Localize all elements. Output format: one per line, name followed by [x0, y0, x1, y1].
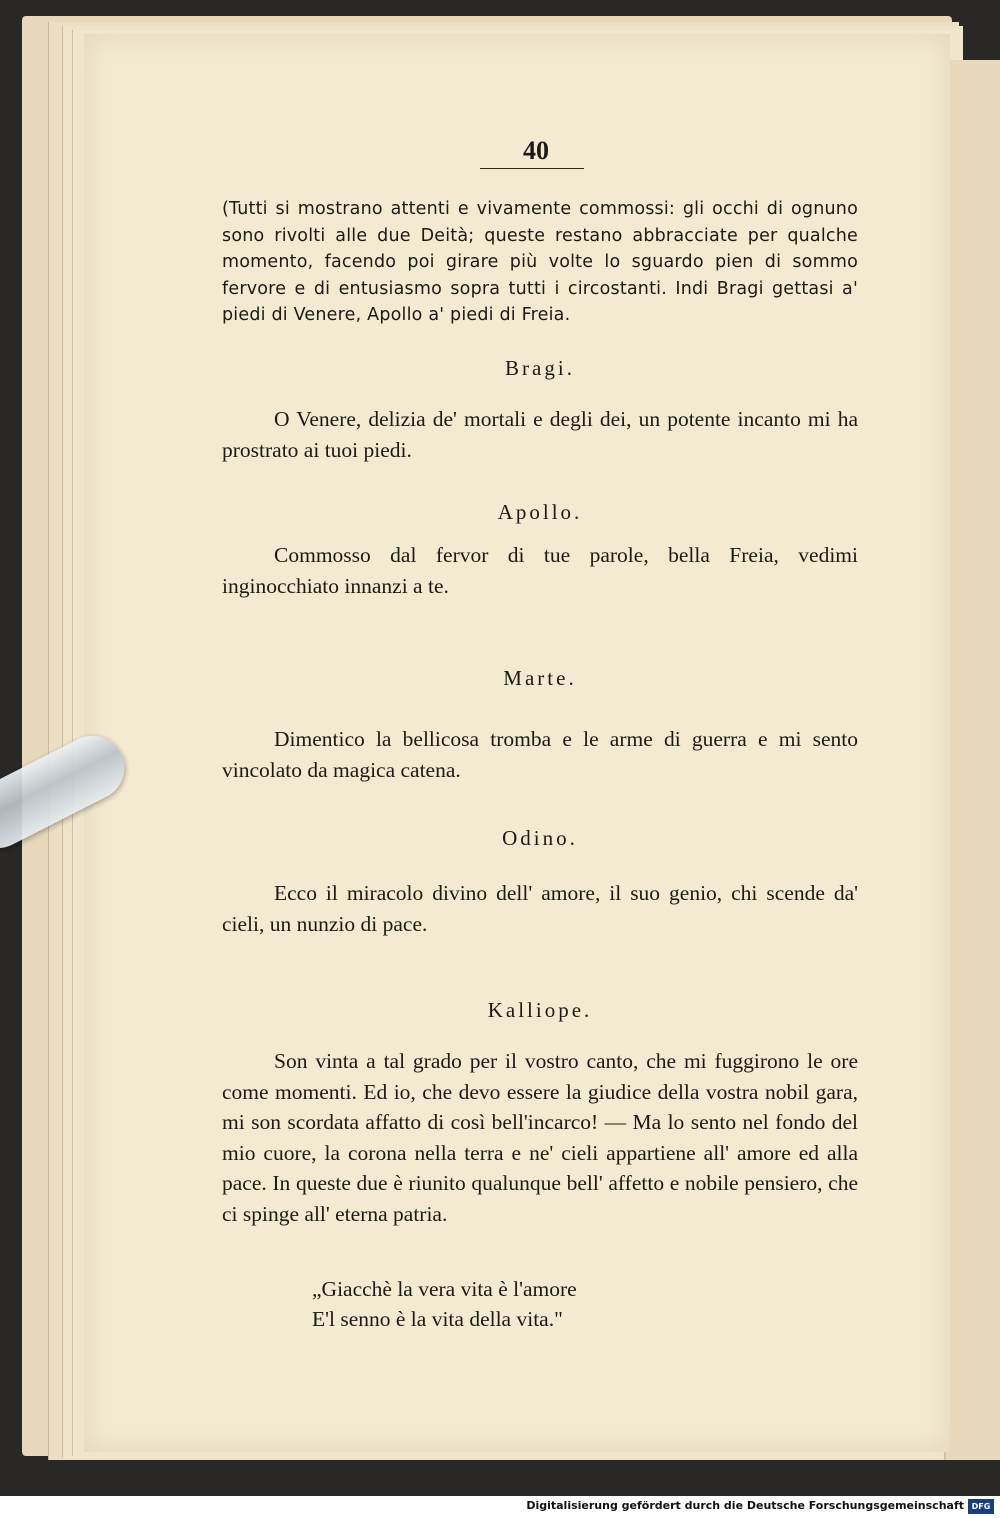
speech-text: Dimentico la bellicosa tromba e le arme di guerra e mi sento vincolato da magica catena.	[222, 727, 858, 782]
speaker-name: Kalliope.	[487, 998, 593, 1022]
stage-direction: (Tutti si mostrano attenti e vivamente commossi: gli occhi di ognuno sono rivolti alle due Deità; queste restano abbracciate per qualche momento, facendo poi girare più volte lo sguardo pien di sommo fervore e di entusiasmo sopra tutti i circostanti. Indi Bragi gettasi a' piedi di Venere, Apollo a' piedi di Freia.	[222, 199, 858, 325]
speaker-name: Marte.	[503, 666, 577, 690]
page-number: 40	[523, 136, 549, 165]
speech-text: Son vinta a tal grado per il vostro canto, che mi fuggirono le ore come momenti. Ed io, che devo essere la giudice della vostra nobil gara, mi son scordata affatto di così bell'incarco! — Ma lo sento nel fondo del mio cuore, la corona nella terra e ne' cieli appartiene all' amore ed alla pace. In queste due è riunito qualunque bell' affetto e nobile pensiero, che ci spinge all' eterna patria.	[222, 1049, 858, 1226]
speech-text: Ecco il miracolo divino dell' amore, il suo genio, chi scende da' cieli, un nunzio di pace.	[222, 881, 858, 936]
verse-line: E'l senno è la vita della vita."	[312, 1307, 563, 1331]
dfg-logo: DFG	[968, 1499, 994, 1514]
facing-page-edge	[944, 60, 1000, 1460]
speaker-name: Odino.	[502, 826, 578, 850]
page-number-rule	[480, 168, 584, 169]
speaker-name: Bragi.	[505, 356, 575, 380]
verse-line: „Giacchè la vera vita è l'amore	[312, 1277, 577, 1301]
speech-text: O Venere, delizia de' mortali e degli dei, un potente incanto mi ha prostrato ai tuoi piedi.	[222, 407, 858, 462]
speaker-name: Apollo.	[497, 500, 583, 524]
speech-text: Commosso dal fervor di tue parole, bella Freia, vedimi inginocchiato innanzi a te.	[222, 543, 858, 598]
footer-credit: Digitalisierung gefördert durch die Deutsche Forschungsgemeinschaft	[526, 1499, 964, 1512]
footer-bar	[0, 1496, 1000, 1518]
